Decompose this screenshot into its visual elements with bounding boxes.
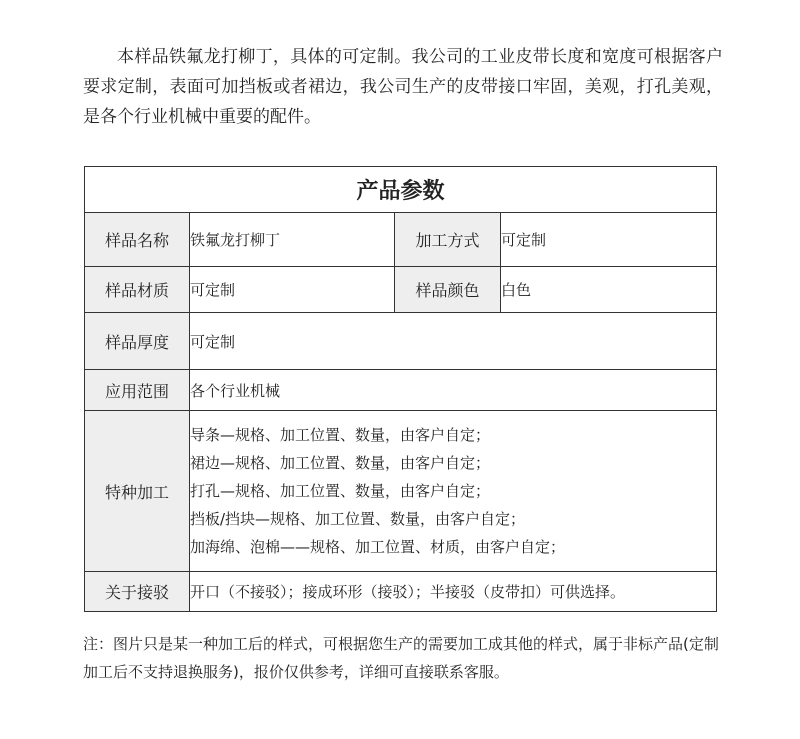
table-row — [85, 411, 717, 572]
process-value: 可定制 — [501, 213, 717, 267]
thickness-label: 样品厚度 — [85, 313, 190, 370]
color-value: 白色 — [501, 267, 717, 313]
color-label: 样品颜色 — [395, 267, 501, 313]
intro-paragraph: 本样品铁氟龙打柳丁，具体的可定制。我公司的工业皮带长度和宽度可根据客户要求定制，表面可加挡板或者裙边，我公司生产的皮带接口牢固，美观，打孔美观，是各个行业机械中重要的配件。 — [83, 47, 723, 127]
special-item: 导条—规格、加工位置、数量，由客户自定； — [190, 426, 491, 444]
table-row — [85, 313, 717, 370]
table-title-row — [85, 167, 717, 213]
table-title: 产品参数 — [85, 167, 717, 213]
name-label: 样品名称 — [85, 213, 190, 267]
footnote: 注：图片只是某一种加工后的样式，可根据您生产的需要加工成其他的样式，属于非标产品(定制加工后不支持退换服务)，报价仅供参考，详细可直接联系客服。 — [83, 635, 719, 681]
special-item: 加海绵、泡棉——规格、加工位置、材质，由客户自定； — [190, 538, 566, 556]
thickness-value: 可定制 — [190, 313, 717, 370]
special-item: 打孔—规格、加工位置、数量，由客户自定； — [190, 482, 491, 500]
table-row — [85, 370, 717, 411]
material-label: 样品材质 — [85, 267, 190, 313]
material-value: 可定制 — [190, 267, 395, 313]
name-value: 铁氟龙打柳丁 — [190, 213, 395, 267]
product-params-table — [84, 166, 717, 612]
application-label: 应用范围 — [85, 370, 190, 411]
process-label: 加工方式 — [395, 213, 501, 267]
special-items — [190, 411, 717, 572]
special-label: 特种加工 — [85, 411, 190, 572]
special-item: 裙边—规格、加工位置、数量，由客户自定； — [190, 454, 491, 472]
table-row — [85, 267, 717, 313]
table-row — [85, 213, 717, 267]
special-item: 挡板/挡块—规格、加工位置、数量，由客户自定； — [190, 510, 526, 528]
joint-value: 开口（不接驳）；接成环形（接驳）；半接驳（皮带扣）可供选择。 — [190, 572, 717, 612]
joint-label: 关于接驳 — [85, 572, 190, 612]
application-value: 各个行业机械 — [190, 370, 717, 411]
table-row — [85, 572, 717, 612]
